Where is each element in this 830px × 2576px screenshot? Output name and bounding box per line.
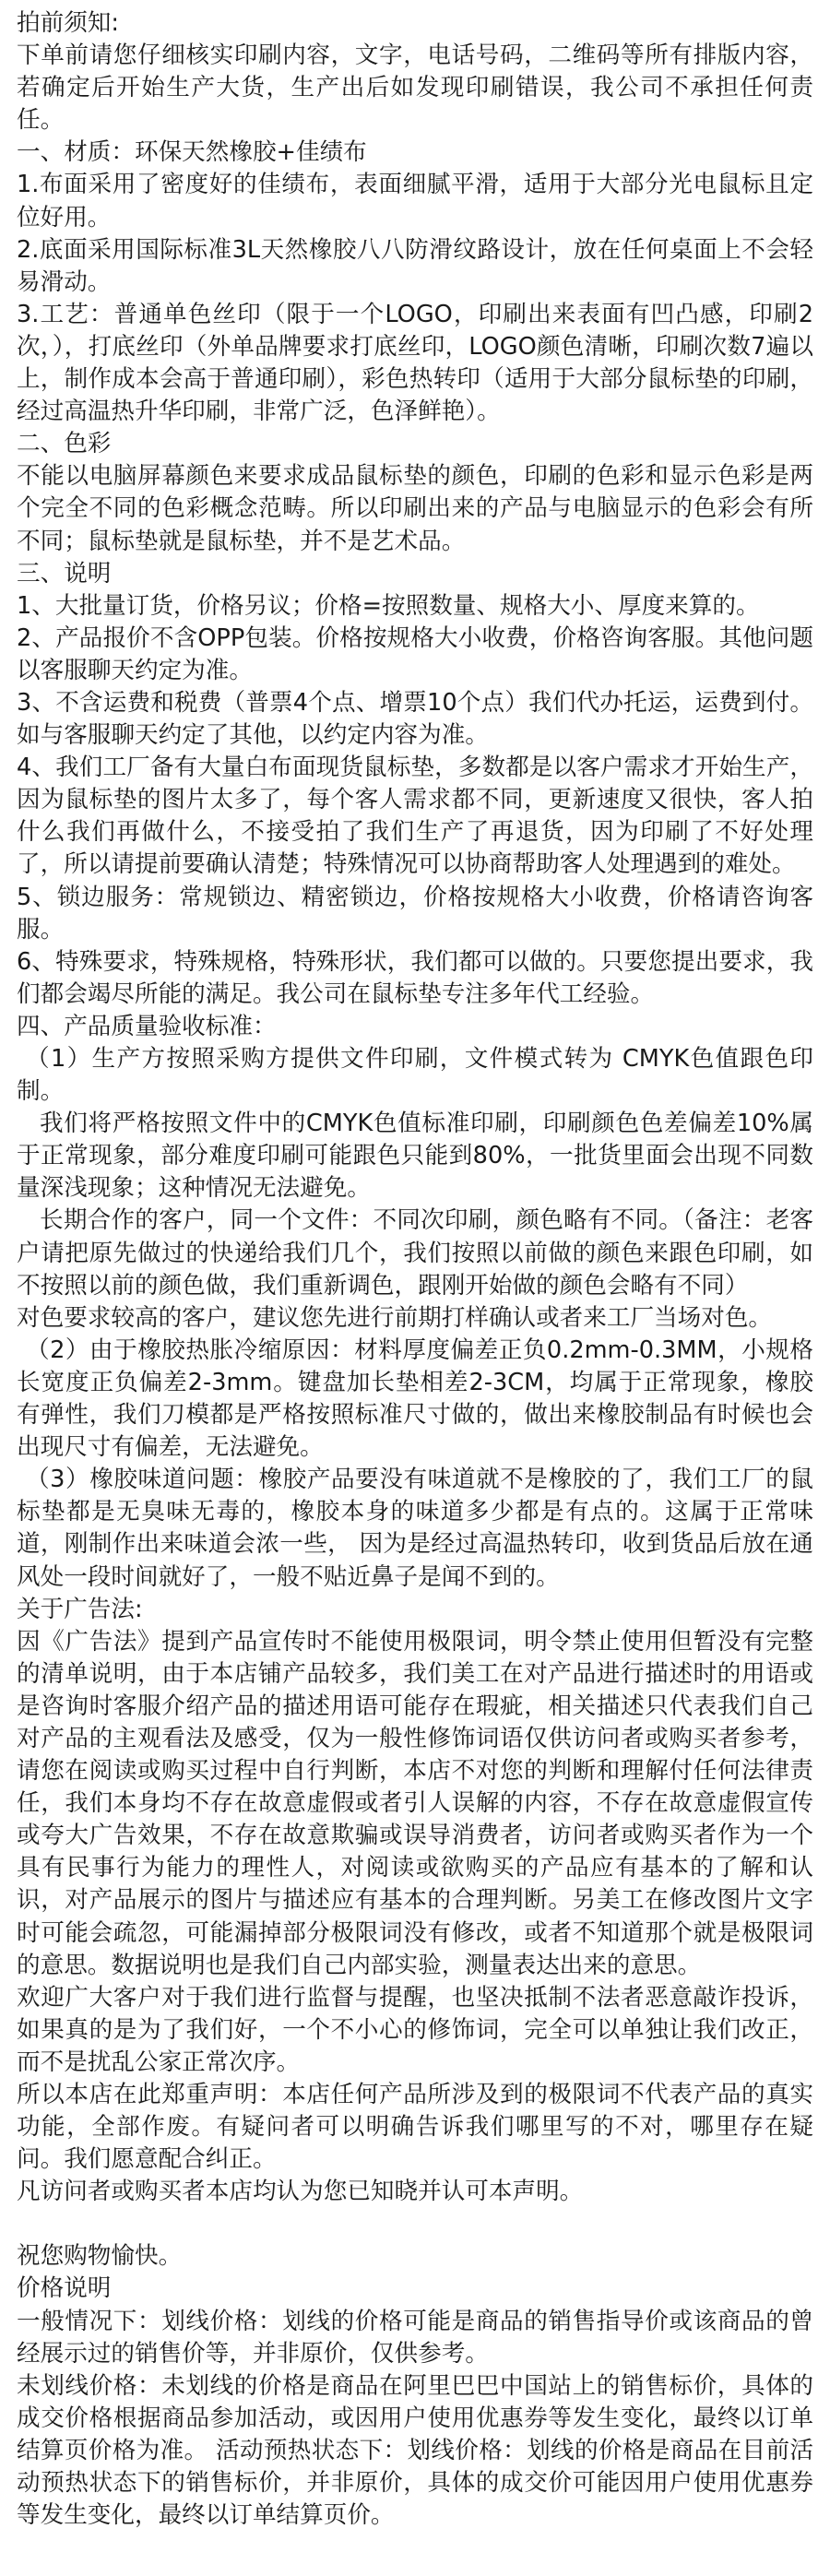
ad-law-paragraph-2: 欢迎广大客户对于我们进行监督与提醒，也坚决抵制不法者恶意敲诈投诉，如果真的是为了我们好，一个不小心的修饰词，完全可以单独让我们改正，而不是扰乱公家正常次序。 xyxy=(17,1983,813,2076)
section-explain-title: 三、说明 xyxy=(17,559,112,588)
quality-item-2: （2）由于橡胶热胀冷缩原因：材料厚度偏差正负0.2mm-0.3MM，小规格长宽度正负偏差2-3mm。键盘加长垫相差2-3CM，均属于正常现象，橡胶有弹性，我们刀模都是严格按照标准尺寸做的，做出来橡胶制品有时候也会出现尺寸有偏差，无法避免。 xyxy=(17,1335,813,1462)
ad-law-title: 关于广告法: xyxy=(17,1595,143,1623)
notice-intro: 下单前请您仔细核实印刷内容，文字，电话号码，二维码等所有排版内容，若确定后开始生产大货，生产出后如发现印刷错误，我公司不承担任何责任。 xyxy=(17,42,813,135)
price-note-1: 一般情况下：划线价格：划线的价格可能是商品的销售指导价或该商品的曾经展示过的销售价等，并非原价，仅供参考。 xyxy=(17,2307,813,2368)
explain-item-3: 3、不含运费和税费（普票4个点、增票10个点）我们代办托运，运费到付。如与客服聊天约定了其他，以约定内容为准。 xyxy=(17,688,813,750)
material-item-3: 3.工艺：普通单色丝印（限于一个LOGO，印刷出来表面有凹凸感，印刷2次，），打底丝印（外单品牌要求打底丝印，LOGO颜色清晰，印刷次数7遍以上，制作成本会高于普通印刷），彩色热转印（适用于大部分鼠标垫的印刷，经过高温热升华印刷，非常广泛，色泽鲜艳）。 xyxy=(17,300,813,426)
quality-item-1-detail-b: 长期合作的客户，同一个文件：不同次印刷，颜色略有不同。（备注：老客户请把原先做过的快递给我们几个，我们按照以前做的颜色来跟色印刷，如不按照以前的颜色做，我们重新调色，跟刚开始做的颜色会略有不同） xyxy=(17,1206,813,1300)
explain-item-4: 4、我们工厂备有大量白布面现货鼠标垫，多数都是以客户需求才开始生产，因为鼠标垫的图片太多了，每个客人需求都不同，更新速度又很快，客人拍什么我们再做什么，不接受拍了我们生产了再退货，因为印刷了不好处理了，所以请提前要确认清楚；特殊情况可以协商帮助客人处理遇到的难处。 xyxy=(17,754,813,879)
ad-law-paragraph-1: 因《广告法》提到产品宣传时不能使用极限词，明令禁止使用但暂没有完整的清单说明，由于本店铺产品较多，我们美工在对产品进行描述时的用语或是咨询时客服介绍产品的描述用语可能存在瑕疵，相关描述只代表我们自己对产品的主观看法及感受，仅为一般性修饰词语仅供访问者或购买者参考，请您在阅读或购买过程中自行判断，本店不对您的判断和理解付任何法律责任，我们本身均不存在故意虚假或者引人误解的内容，不存在故意虚假宣传或夸大广告效果，不存在故意欺骗或误导消费者，访问者或购买者作为一个具有民事行为能力的理性人，对阅读或欲购买的产品应有基本的了解和认识，对产品展示的图片与描述应有基本的合理判断。另美工在修改图片文字时可能会疏忽，可能漏掉部分极限词没有修改，或者不知道那个就是极限词的意思。数据说明也是我们自己内部实验，测量表达出来的意思。 xyxy=(17,1627,813,1979)
closing-wish: 祝您购物愉快。 xyxy=(17,2242,183,2271)
quality-item-1-detail-a: 我们将严格按照文件中的CMYK色值标准印刷，印刷颜色色差偏差10%属于正常现象，部分难度印刷可能跟色只能到80%，一批货里面会出现不同数量深浅现象；这种情况无法避免。 xyxy=(17,1110,813,1203)
material-item-2: 2.底面采用国际标准3L天然橡胶八八防滑纹路设计，放在任何桌面上不会轻易滑动。 xyxy=(17,235,813,296)
price-note-2: 未划线价格：未划线的价格是商品在阿里巴巴中国站上的销售标价，具体的成交价格根据商品参加活动，或因用户使用优惠券等发生变化，最终以订单结算页价格为准。 活动预热状态下：划线价格：划线的价格是商品在目前活动预热状态下的销售标价，并非原价，具体的成交价可能因用户使用优惠券等发生变化，最终以订单结算页价。 xyxy=(17,2371,813,2530)
price-note-title: 价格说明 xyxy=(17,2274,112,2303)
quality-item-1-detail-c: 对色要求较高的客户，建议您先进行前期打样确认或者来工厂当场对色。 xyxy=(17,1303,773,1332)
section-color-title: 二、色彩 xyxy=(17,430,112,458)
section-quality-title: 四、产品质量验收标准： xyxy=(17,1012,277,1040)
material-item-1: 1.布面采用了密度好的佳绩布，表面细腻平滑，适用于大部分光电鼠标且定位好用。 xyxy=(17,171,813,231)
explain-item-5: 5、锁边服务：常规锁边、精密锁边，价格按规格大小收费，价格请咨询客服。 xyxy=(17,883,813,944)
notice-title: 拍前须知: xyxy=(17,9,119,37)
color-paragraph: 不能以电脑屏幕颜色来要求成品鼠标垫的颜色，印刷的色彩和显示色彩是两个完全不同的色彩概念范畴。所以印刷出来的产品与电脑显示的色彩会有所不同；鼠标垫就是鼠标垫，并不是艺术品。 xyxy=(17,462,813,555)
quality-item-3: （3）橡胶味道问题：橡胶产品要没有味道就不是橡胶的了，我们工厂的鼠标垫都是无臭味无毒的，橡胶本身的味道多少都是有点的。这属于正常味道，刚制作出来味道会浓一些， 因为是经过高温热转印，收到货品后放在通风处一段时间就好了，一般不贴近鼻子是闻不到的。 xyxy=(17,1466,813,1591)
quality-item-1: （1）生产方按照采购方提供文件印刷，文件模式转为 CMYK色值跟色印制。 xyxy=(17,1045,813,1106)
explain-item-6: 6、特殊要求，特殊规格，特殊形状，我们都可以做的。只要您提出要求，我们都会竭尽所能的满足。我公司在鼠标垫专注多年代工经验。 xyxy=(17,947,813,1008)
section-material-title: 一、材质：环保天然橡胶+佳绩布 xyxy=(17,138,367,167)
explain-item-1: 1、大批量订货，价格另议；价格=按照数量、规格大小、厚度来算的。 xyxy=(17,591,760,620)
ad-law-paragraph-3: 所以本店在此郑重声明：本店任何产品所涉及到的极限词不代表产品的真实功能，全部作废。有疑问者可以明确告诉我们哪里写的不对，哪里存在疑问。我们愿意配合纠正。 xyxy=(17,2081,813,2174)
ad-law-paragraph-4: 凡访问者或购买者本店均认为您已知晓并认可本声明。 xyxy=(17,2178,584,2206)
explain-item-2: 2、产品报价不含OPP包装。价格按规格大小收费，价格咨询客服。其他问题以客服聊天约定为准。 xyxy=(17,623,813,684)
